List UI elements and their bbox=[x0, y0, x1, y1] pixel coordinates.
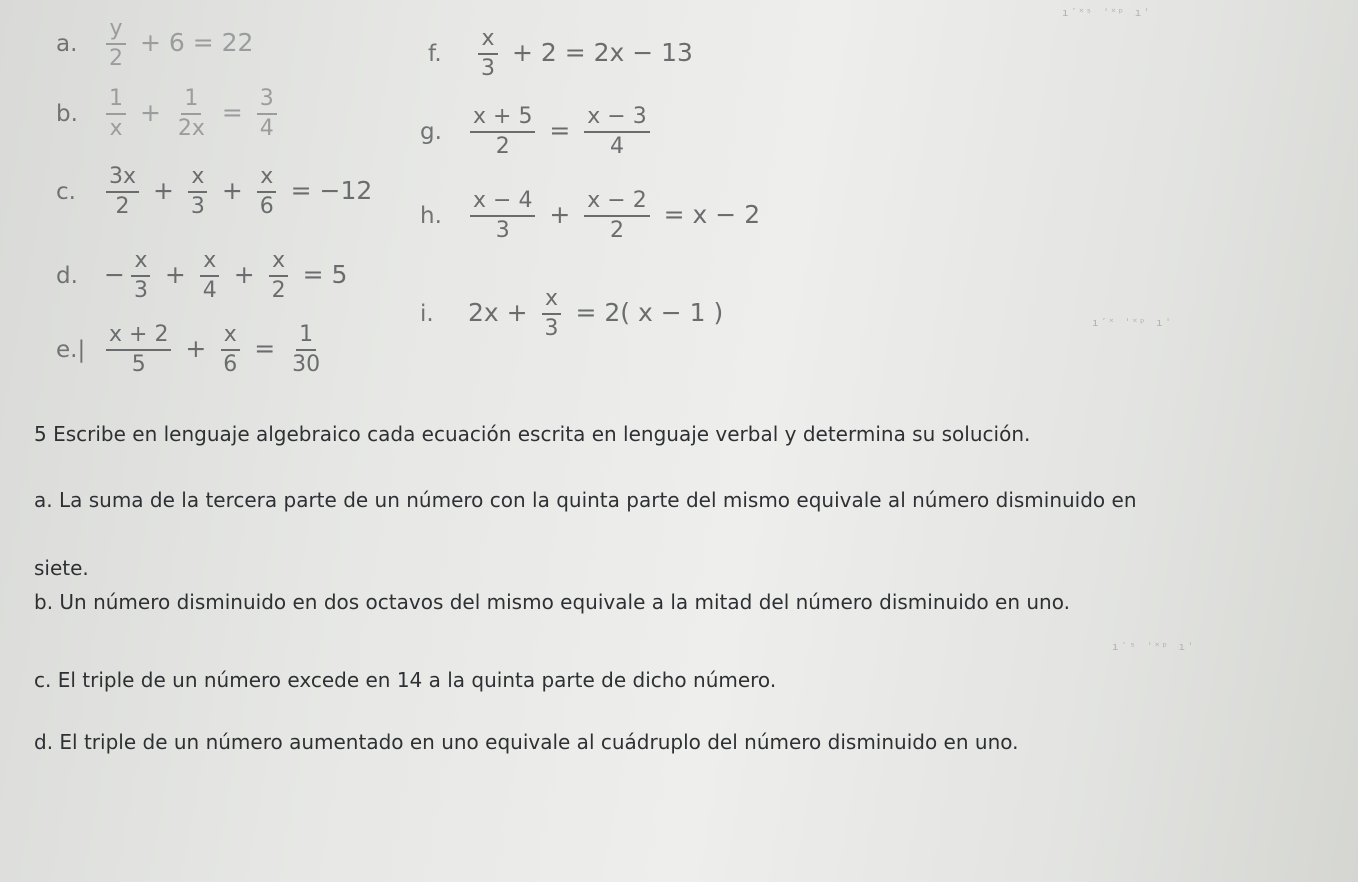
equation-label: f. bbox=[428, 41, 442, 67]
fraction-numerator: x bbox=[200, 250, 219, 277]
fraction-numerator: y bbox=[106, 18, 125, 45]
fraction-denominator: 3 bbox=[190, 194, 205, 219]
equation-text: = 2( x − 1 ) bbox=[567, 298, 724, 327]
exercise-5-item-d: d. El triple de un número aumentado en uno equivale al cuádruplo del número disminuido en uno. bbox=[34, 730, 1019, 754]
equation-text: + 6 = 22 bbox=[132, 28, 254, 57]
equation-text: = bbox=[213, 98, 251, 127]
fraction-denominator: 2 bbox=[109, 46, 123, 71]
equation-body bbox=[102, 88, 281, 140]
fraction bbox=[220, 324, 240, 376]
equation-label: i. bbox=[420, 301, 434, 327]
equation-d bbox=[56, 250, 349, 302]
fraction-denominator: 3 bbox=[544, 316, 559, 341]
fraction-denominator: 30 bbox=[292, 352, 321, 377]
equation-body bbox=[466, 190, 762, 242]
fraction-numerator: 3 bbox=[257, 88, 277, 115]
equation-text: = bbox=[541, 116, 579, 145]
fraction bbox=[106, 324, 171, 376]
fraction bbox=[175, 88, 208, 140]
equation-text: + bbox=[541, 200, 579, 229]
fraction-numerator: x − 3 bbox=[584, 106, 649, 133]
fraction bbox=[131, 250, 151, 302]
equation-b bbox=[56, 88, 281, 140]
equation-label: a. bbox=[56, 31, 78, 57]
fraction-denominator: x bbox=[109, 116, 123, 141]
fraction bbox=[470, 190, 535, 242]
fraction-numerator: 1 bbox=[106, 88, 126, 115]
equation-a bbox=[56, 18, 255, 70]
equation-c bbox=[56, 166, 374, 218]
fraction-numerator: x bbox=[269, 250, 288, 277]
fraction-denominator: 4 bbox=[202, 278, 217, 303]
fraction-denominator: 2 bbox=[115, 194, 130, 219]
fraction bbox=[106, 166, 139, 218]
fraction-denominator: 2 bbox=[610, 218, 624, 243]
equation-text: + bbox=[225, 260, 263, 289]
exercise-5-item-a: a. La suma de la tercera parte de un número con la quinta parte del mismo equivale al número disminuido en bbox=[34, 488, 1137, 512]
equation-text: 2x + bbox=[468, 298, 536, 327]
fraction-denominator: 3 bbox=[481, 56, 495, 81]
equation-h bbox=[420, 190, 762, 242]
equation-text: + bbox=[156, 260, 194, 289]
equation-text: = −12 bbox=[282, 176, 373, 205]
fraction bbox=[188, 166, 208, 218]
equation-text: = bbox=[246, 334, 284, 363]
equation-label: e.| bbox=[56, 337, 86, 363]
fraction bbox=[106, 18, 126, 70]
equation-body bbox=[466, 288, 725, 340]
fraction-denominator: 3 bbox=[133, 278, 148, 303]
fraction bbox=[289, 324, 323, 376]
fraction-numerator: x − 4 bbox=[470, 190, 535, 217]
equation-text: + bbox=[145, 176, 182, 205]
fraction-numerator: 1 bbox=[181, 88, 201, 115]
fraction-numerator: x + 5 bbox=[470, 106, 535, 133]
bleed-through-mark: ı′ˢ ˈ˟ᵖ ıˈ bbox=[1112, 640, 1196, 653]
fraction-numerator: x bbox=[188, 166, 207, 193]
fraction-denominator: 5 bbox=[131, 352, 146, 377]
equation-text: + 2 = 2x − 13 bbox=[504, 38, 693, 67]
equation-body bbox=[102, 324, 327, 376]
equation-label: c. bbox=[56, 179, 76, 205]
equation-text: + bbox=[177, 334, 215, 363]
fraction-numerator: x bbox=[542, 288, 561, 315]
equation-body bbox=[102, 166, 374, 218]
fraction-denominator: 2x bbox=[177, 116, 205, 141]
exercise-5-item-b: b. Un número disminuido en dos octavos del mismo equivale a la mitad del número disminuido en uno. bbox=[34, 590, 1070, 614]
fraction-numerator: x bbox=[257, 166, 276, 193]
bleed-through-mark: ı′˟ˢ ˈ˟ᵖ ıˈ bbox=[1062, 6, 1153, 19]
equation-text: − bbox=[104, 260, 125, 289]
fraction-denominator: 6 bbox=[223, 352, 238, 377]
fraction bbox=[106, 88, 126, 140]
exercise-5-item-a-continuation: siete. bbox=[34, 556, 89, 580]
fraction-numerator: 3x bbox=[106, 166, 139, 193]
bleed-through-mark: ı′˟ ˈ˟ᵖ ıˈ bbox=[1092, 316, 1174, 329]
equation-body bbox=[466, 106, 654, 158]
fraction bbox=[257, 166, 277, 218]
fraction bbox=[584, 106, 649, 158]
fraction bbox=[470, 106, 535, 158]
fraction bbox=[542, 288, 562, 340]
equation-i bbox=[420, 288, 725, 340]
fraction-numerator: 1 bbox=[296, 324, 316, 351]
fraction-denominator: 6 bbox=[259, 194, 274, 219]
fraction-denominator: 2 bbox=[271, 278, 286, 303]
fraction-numerator: x + 2 bbox=[106, 324, 171, 351]
equation-e bbox=[56, 324, 327, 376]
fraction bbox=[584, 190, 649, 242]
fraction bbox=[478, 28, 498, 80]
fraction-numerator: x − 2 bbox=[584, 190, 649, 217]
equation-body bbox=[102, 250, 349, 302]
fraction bbox=[200, 250, 220, 302]
equation-f bbox=[428, 28, 695, 80]
equation-label: d. bbox=[56, 263, 78, 289]
equation-label: h. bbox=[420, 203, 442, 229]
equation-text: = 5 bbox=[294, 260, 348, 289]
fraction-numerator: x bbox=[131, 250, 150, 277]
equation-g bbox=[420, 106, 654, 158]
equation-body bbox=[102, 18, 255, 70]
fraction-numerator: x bbox=[478, 28, 497, 55]
fraction-denominator: 4 bbox=[259, 116, 274, 141]
equation-label: g. bbox=[420, 119, 442, 145]
exercise-5-instruction: 5 Escribe en lenguaje algebraico cada ecuación escrita en lenguaje verbal y determina su solución. bbox=[34, 422, 1031, 446]
equation-text: = x − 2 bbox=[655, 200, 761, 229]
exercise-5-item-c: c. El triple de un número excede en 14 a la quinta parte de dicho número. bbox=[34, 668, 777, 692]
fraction-denominator: 4 bbox=[610, 134, 624, 159]
fraction bbox=[269, 250, 289, 302]
fraction-numerator: x bbox=[221, 324, 240, 351]
fraction bbox=[257, 88, 277, 140]
equation-text: + bbox=[132, 98, 169, 127]
equation-body bbox=[474, 28, 695, 80]
fraction-denominator: 2 bbox=[495, 134, 510, 159]
equation-label: b. bbox=[56, 101, 78, 127]
fraction-denominator: 3 bbox=[495, 218, 510, 243]
equation-text: + bbox=[213, 176, 251, 205]
